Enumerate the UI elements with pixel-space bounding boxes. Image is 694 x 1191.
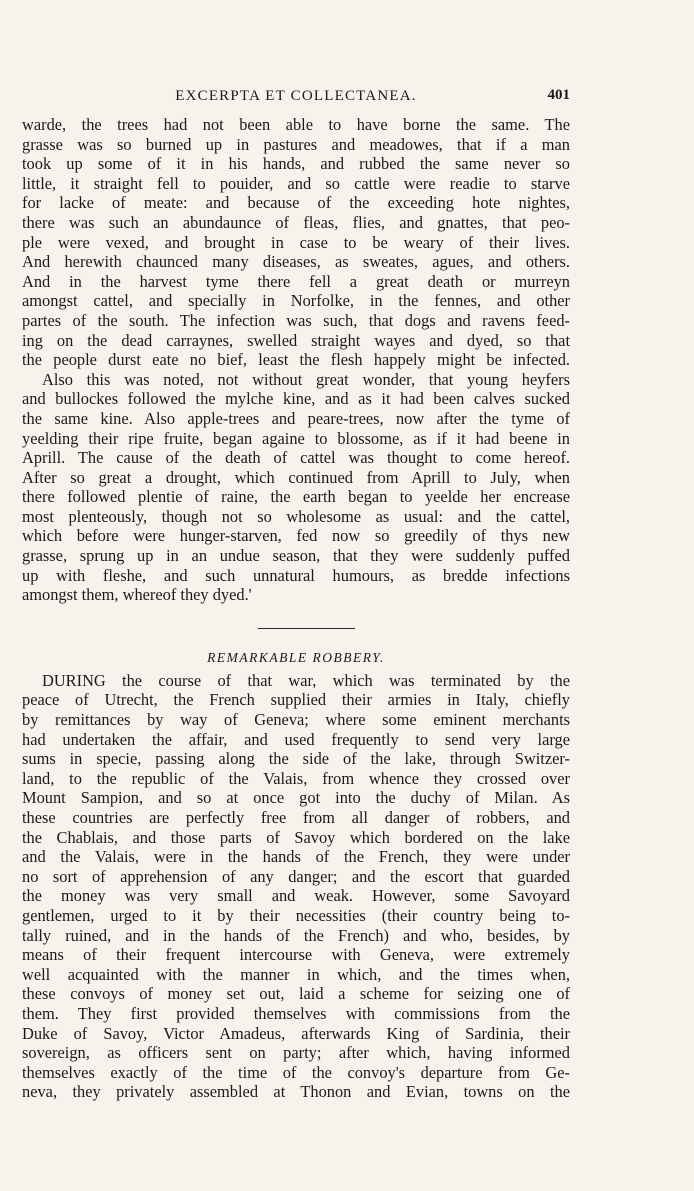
text-line: by remittances by way of Geneva; where some eminent merchants	[22, 710, 570, 730]
text-line: And herewith chaunced many diseases, as sweates, agues, and others.	[22, 252, 570, 272]
text-line: ple were vexed, and brought in case to be weary of their lives.	[22, 232, 570, 252]
text-line: gentlemen, urged to it by their necessities (their country being to-	[22, 905, 570, 925]
text-line: sums in specie, passing along the side of the lake, through Switzer-	[22, 749, 570, 769]
text-line: little, it straight fell to pouider, and so cattle were readie to starve	[22, 173, 570, 193]
text-line: the Chablais, and those parts of Savoy which bordered on the lake	[22, 827, 570, 847]
passage-cattle	[22, 370, 570, 605]
text-line: had undertaken the affair, and used frequently to send very large	[22, 729, 570, 749]
text-line: which before were hunger-starven, fed now so greedily of thys new	[22, 526, 570, 546]
text-line: and the Valais, were in the hands of the French, they were under	[22, 847, 570, 867]
section-heading: REMARKABLE ROBBERY.	[207, 649, 385, 665]
text-line: Duke of Savoy, Victor Amadeus, afterwards King of Sardinia, their	[22, 1023, 570, 1043]
book-page	[22, 84, 570, 1102]
running-title: EXCERPTA ET COLLECTANEA.	[175, 88, 417, 104]
text-line: Aprill. The cause of the death of cattel was thought to come hereof.	[22, 448, 570, 468]
text-line: yeelding their ripe fruite, began againe to blossome, as if it had beene in	[22, 428, 570, 448]
text-line: there followed plentie of raine, the earth began to yeelde her encrease	[22, 487, 570, 507]
text-line: amongst them, whereof they dyed.'	[22, 585, 252, 605]
text-line: neva, they privately assembled at Thonon and Evian, towns on the	[22, 1082, 570, 1102]
text-line: means of their frequent intercourse with Geneva, were extremely	[22, 945, 570, 965]
text-line: grasse was so burned up in pastures and meadowes, that if a man	[22, 134, 570, 154]
text-line: the same kine. Also apple-trees and peare-trees, now after the tyme of	[22, 408, 570, 428]
running-head	[22, 84, 570, 108]
text-line: the money was very small and weak. However, some Savoyard	[22, 886, 570, 906]
section-divider	[22, 605, 570, 645]
text-line: well acquainted with the manner in which, and the times when,	[22, 964, 570, 984]
text-line: ing on the dead carraynes, swelled straight wayes and dyed, so that	[22, 330, 570, 350]
text-line: partes of the south. The infection was such, that dogs and ravens feed-	[22, 310, 570, 330]
text-line: Mount Sampion, and so at once got into the duchy of Milan. As	[22, 788, 570, 808]
text-line: these countries are perfectly free from all danger of robbers, and	[22, 808, 570, 827]
text-line: most plenteously, though not so wholesome as usual: and the cattel,	[22, 506, 570, 526]
text-line: these convoys of money set out, laid a scheme for seizing one of	[22, 984, 570, 1004]
passage-robbery	[22, 671, 570, 1102]
text-line: up with fleshe, and such unnatural humours, as bredde infections	[22, 565, 570, 585]
text-line: there was such an abundaunce of fleas, flies, and gnattes, that peo-	[22, 212, 570, 232]
text-line: peace of Utrecht, the French supplied their armies in Italy, chiefly	[22, 690, 570, 710]
text-line: took up some of it in his hands, and rubbed the same never so	[22, 154, 570, 174]
text-line: no sort of apprehension of any danger; and the escort that guarded	[22, 866, 570, 886]
text-line: for lacke of meate: and because of the exceeding hote nightes,	[22, 193, 570, 213]
text-line: amongst cattel, and specially in Norfolke, in the fennes, and other	[22, 291, 570, 311]
divider-rule	[258, 628, 355, 629]
text-line: And in the harvest tyme there fell a great death or murreyn	[22, 271, 570, 291]
text-line: After so great a drought, which continued from Aprill to July, when	[22, 467, 570, 487]
text-line: tally ruined, and in the hands of the French) and who, besides, by	[22, 925, 570, 945]
text-line: grasse, sprung up in an undue season, that they were suddenly puffed	[22, 546, 570, 566]
text-line: them. They first provided themselves with commissions from the	[22, 1003, 570, 1023]
text-line: land, to the republic of the Valais, from whence they crossed over	[22, 768, 570, 788]
text-line: and bullockes followed the mylche kine, and as it had been calves sucked	[22, 389, 570, 409]
text-line: DURING the course of that war, which was terminated by the	[42, 670, 570, 690]
text-line: Also this was noted, not without great wonder, that young heyfers	[42, 369, 570, 389]
passage-drought	[22, 115, 570, 370]
text-line: themselves exactly of the time of the convoy's departure from Ge-	[22, 1062, 570, 1082]
text-line: sovereign, as officers sent on party; after which, having informed	[22, 1043, 570, 1063]
text-line: the people durst eate no bief, least the flesh happely might be infected.	[22, 350, 570, 370]
text-line: warde, the trees had not been able to have borne the same. The	[22, 115, 570, 134]
page-number: 401	[547, 87, 570, 103]
